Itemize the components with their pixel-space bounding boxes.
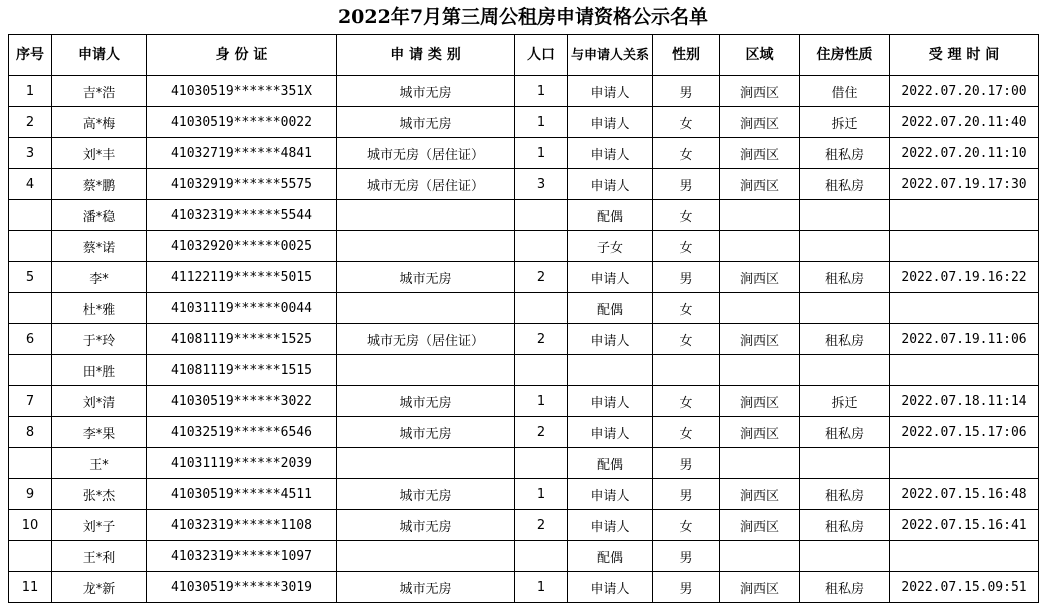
cell-applicant: 杜*雅 bbox=[52, 293, 147, 324]
cell-district: 涧西区 bbox=[720, 479, 800, 510]
cell-category bbox=[337, 231, 515, 262]
cell-housing: 租私房 bbox=[800, 417, 890, 448]
cell-gender: 女 bbox=[653, 138, 720, 169]
cell-seq: 7 bbox=[9, 386, 52, 417]
cell-seq: 2 bbox=[9, 107, 52, 138]
cell-people bbox=[515, 448, 568, 479]
cell-housing: 租私房 bbox=[800, 510, 890, 541]
cell-applicant: 张*杰 bbox=[52, 479, 147, 510]
cell-housing: 租私房 bbox=[800, 324, 890, 355]
cell-time: 2022.07.15.16:48 bbox=[890, 479, 1039, 510]
cell-applicant: 刘*清 bbox=[52, 386, 147, 417]
table-row bbox=[9, 572, 1039, 603]
cell-applicant: 潘*稳 bbox=[52, 200, 147, 231]
cell-district: 涧西区 bbox=[720, 417, 800, 448]
header-seq: 序号 bbox=[9, 35, 52, 76]
applicant-table bbox=[8, 34, 1039, 603]
cell-time: 2022.07.19.11:06 bbox=[890, 324, 1039, 355]
cell-seq bbox=[9, 448, 52, 479]
cell-gender: 女 bbox=[653, 200, 720, 231]
cell-category bbox=[337, 355, 515, 386]
cell-relation: 配偶 bbox=[568, 200, 653, 231]
cell-people: 1 bbox=[515, 572, 568, 603]
cell-housing: 借住 bbox=[800, 76, 890, 107]
cell-id-number: 41031119******0044 bbox=[147, 293, 337, 324]
cell-time: 2022.07.20.11:10 bbox=[890, 138, 1039, 169]
cell-gender: 男 bbox=[653, 169, 720, 200]
cell-time: 2022.07.15.16:41 bbox=[890, 510, 1039, 541]
cell-relation: 申请人 bbox=[568, 479, 653, 510]
cell-time bbox=[890, 355, 1039, 386]
table-row bbox=[9, 231, 1039, 262]
cell-seq bbox=[9, 355, 52, 386]
cell-seq: 3 bbox=[9, 138, 52, 169]
header-time: 受 理 时 间 bbox=[890, 35, 1039, 76]
table-row bbox=[9, 262, 1039, 293]
cell-applicant: 田*胜 bbox=[52, 355, 147, 386]
cell-gender: 女 bbox=[653, 231, 720, 262]
table-row bbox=[9, 355, 1039, 386]
cell-relation: 申请人 bbox=[568, 107, 653, 138]
cell-district: 涧西区 bbox=[720, 169, 800, 200]
cell-category: 城市无房（居住证） bbox=[337, 169, 515, 200]
cell-seq: 5 bbox=[9, 262, 52, 293]
cell-district bbox=[720, 231, 800, 262]
cell-relation bbox=[568, 355, 653, 386]
cell-district: 涧西区 bbox=[720, 107, 800, 138]
cell-time: 2022.07.20.11:40 bbox=[890, 107, 1039, 138]
table-row bbox=[9, 448, 1039, 479]
table-row bbox=[9, 510, 1039, 541]
cell-category: 城市无房 bbox=[337, 107, 515, 138]
cell-time bbox=[890, 293, 1039, 324]
cell-id-number: 41032319******1097 bbox=[147, 541, 337, 572]
cell-district bbox=[720, 448, 800, 479]
cell-gender: 男 bbox=[653, 572, 720, 603]
cell-time bbox=[890, 200, 1039, 231]
cell-relation: 申请人 bbox=[568, 386, 653, 417]
cell-people: 1 bbox=[515, 107, 568, 138]
cell-housing bbox=[800, 231, 890, 262]
table-header-row bbox=[9, 35, 1039, 76]
cell-relation: 配偶 bbox=[568, 293, 653, 324]
table-row bbox=[9, 324, 1039, 355]
cell-seq: 10 bbox=[9, 510, 52, 541]
cell-category bbox=[337, 200, 515, 231]
page-title: 2022年7月第三周公租房申请资格公示名单 bbox=[337, 6, 709, 28]
cell-housing: 租私房 bbox=[800, 479, 890, 510]
cell-seq: 8 bbox=[9, 417, 52, 448]
cell-category: 城市无房 bbox=[337, 417, 515, 448]
cell-applicant: 于*玲 bbox=[52, 324, 147, 355]
cell-relation: 申请人 bbox=[568, 572, 653, 603]
cell-seq: 9 bbox=[9, 479, 52, 510]
cell-gender: 男 bbox=[653, 448, 720, 479]
cell-housing bbox=[800, 448, 890, 479]
cell-time: 2022.07.19.16:22 bbox=[890, 262, 1039, 293]
cell-relation: 申请人 bbox=[568, 76, 653, 107]
cell-housing: 拆迁 bbox=[800, 386, 890, 417]
table-row bbox=[9, 200, 1039, 231]
cell-id-number: 41032319******5544 bbox=[147, 200, 337, 231]
cell-time: 2022.07.20.17:00 bbox=[890, 76, 1039, 107]
cell-time: 2022.07.18.11:14 bbox=[890, 386, 1039, 417]
header-district: 区域 bbox=[720, 35, 800, 76]
cell-applicant: 李* bbox=[52, 262, 147, 293]
cell-seq: 4 bbox=[9, 169, 52, 200]
cell-id-number: 41081119******1525 bbox=[147, 324, 337, 355]
table-row bbox=[9, 169, 1039, 200]
cell-category bbox=[337, 448, 515, 479]
table-row bbox=[9, 541, 1039, 572]
cell-people: 1 bbox=[515, 138, 568, 169]
cell-category: 城市无房 bbox=[337, 386, 515, 417]
cell-gender: 女 bbox=[653, 107, 720, 138]
table-row bbox=[9, 107, 1039, 138]
cell-district: 涧西区 bbox=[720, 262, 800, 293]
header-applicant: 申请人 bbox=[52, 35, 147, 76]
cell-relation: 申请人 bbox=[568, 138, 653, 169]
cell-id-number: 41030519******3019 bbox=[147, 572, 337, 603]
cell-people bbox=[515, 200, 568, 231]
cell-category: 城市无房（居住证） bbox=[337, 138, 515, 169]
cell-time: 2022.07.15.09:51 bbox=[890, 572, 1039, 603]
cell-people: 1 bbox=[515, 386, 568, 417]
cell-people: 2 bbox=[515, 324, 568, 355]
cell-time bbox=[890, 448, 1039, 479]
cell-id-number: 41122119******5015 bbox=[147, 262, 337, 293]
cell-gender: 男 bbox=[653, 76, 720, 107]
cell-id-number: 41081119******1515 bbox=[147, 355, 337, 386]
cell-gender: 女 bbox=[653, 324, 720, 355]
cell-people bbox=[515, 293, 568, 324]
cell-seq: 1 bbox=[9, 76, 52, 107]
cell-gender: 女 bbox=[653, 386, 720, 417]
header-category: 申 请 类 别 bbox=[337, 35, 515, 76]
cell-gender: 女 bbox=[653, 510, 720, 541]
cell-id-number: 41032719******4841 bbox=[147, 138, 337, 169]
cell-id-number: 41032920******0025 bbox=[147, 231, 337, 262]
table-row bbox=[9, 386, 1039, 417]
cell-applicant: 吉*浩 bbox=[52, 76, 147, 107]
cell-seq: 6 bbox=[9, 324, 52, 355]
cell-district bbox=[720, 355, 800, 386]
cell-id-number: 41030519******351X bbox=[147, 76, 337, 107]
cell-people: 3 bbox=[515, 169, 568, 200]
cell-seq bbox=[9, 200, 52, 231]
cell-id-number: 41032919******5575 bbox=[147, 169, 337, 200]
cell-applicant: 王*利 bbox=[52, 541, 147, 572]
cell-housing bbox=[800, 541, 890, 572]
cell-seq bbox=[9, 541, 52, 572]
cell-relation: 申请人 bbox=[568, 324, 653, 355]
cell-seq: 11 bbox=[9, 572, 52, 603]
cell-seq bbox=[9, 231, 52, 262]
table-row bbox=[9, 417, 1039, 448]
header-gender: 性别 bbox=[653, 35, 720, 76]
cell-gender: 男 bbox=[653, 541, 720, 572]
cell-district bbox=[720, 541, 800, 572]
cell-id-number: 41030519******3022 bbox=[147, 386, 337, 417]
table-row bbox=[9, 479, 1039, 510]
table-row bbox=[9, 138, 1039, 169]
cell-category bbox=[337, 293, 515, 324]
header-id: 身 份 证 bbox=[147, 35, 337, 76]
cell-housing bbox=[800, 293, 890, 324]
cell-district: 涧西区 bbox=[720, 76, 800, 107]
cell-housing bbox=[800, 200, 890, 231]
cell-applicant: 蔡*诺 bbox=[52, 231, 147, 262]
cell-relation: 子女 bbox=[568, 231, 653, 262]
cell-gender: 女 bbox=[653, 417, 720, 448]
table-row bbox=[9, 76, 1039, 107]
cell-relation: 配偶 bbox=[568, 448, 653, 479]
cell-applicant: 蔡*鹏 bbox=[52, 169, 147, 200]
cell-district: 涧西区 bbox=[720, 510, 800, 541]
cell-relation: 申请人 bbox=[568, 169, 653, 200]
cell-applicant: 高*梅 bbox=[52, 107, 147, 138]
cell-gender: 女 bbox=[653, 293, 720, 324]
cell-category: 城市无房（居住证） bbox=[337, 324, 515, 355]
cell-gender: 男 bbox=[653, 479, 720, 510]
cell-seq bbox=[9, 293, 52, 324]
cell-district: 涧西区 bbox=[720, 138, 800, 169]
cell-applicant: 王* bbox=[52, 448, 147, 479]
cell-time bbox=[890, 541, 1039, 572]
cell-applicant: 刘*子 bbox=[52, 510, 147, 541]
cell-people: 1 bbox=[515, 479, 568, 510]
cell-people bbox=[515, 541, 568, 572]
cell-district: 涧西区 bbox=[720, 572, 800, 603]
header-relation: 与申请人关系 bbox=[568, 35, 653, 76]
cell-housing: 租私房 bbox=[800, 169, 890, 200]
cell-relation: 申请人 bbox=[568, 510, 653, 541]
cell-district: 涧西区 bbox=[720, 386, 800, 417]
cell-people: 2 bbox=[515, 262, 568, 293]
cell-id-number: 41032319******1108 bbox=[147, 510, 337, 541]
cell-people: 1 bbox=[515, 76, 568, 107]
cell-housing bbox=[800, 355, 890, 386]
cell-district: 涧西区 bbox=[720, 324, 800, 355]
cell-applicant: 龙*新 bbox=[52, 572, 147, 603]
cell-id-number: 41030519******0022 bbox=[147, 107, 337, 138]
cell-category: 城市无房 bbox=[337, 76, 515, 107]
cell-district bbox=[720, 293, 800, 324]
cell-applicant: 刘*丰 bbox=[52, 138, 147, 169]
cell-people bbox=[515, 231, 568, 262]
table-row bbox=[9, 293, 1039, 324]
cell-relation: 配偶 bbox=[568, 541, 653, 572]
cell-time: 2022.07.15.17:06 bbox=[890, 417, 1039, 448]
cell-housing: 租私房 bbox=[800, 138, 890, 169]
cell-gender bbox=[653, 355, 720, 386]
cell-time: 2022.07.19.17:30 bbox=[890, 169, 1039, 200]
cell-time bbox=[890, 231, 1039, 262]
cell-id-number: 41031119******2039 bbox=[147, 448, 337, 479]
header-people: 人口 bbox=[515, 35, 568, 76]
cell-people: 2 bbox=[515, 417, 568, 448]
cell-housing: 租私房 bbox=[800, 572, 890, 603]
cell-applicant: 李*果 bbox=[52, 417, 147, 448]
cell-category: 城市无房 bbox=[337, 262, 515, 293]
cell-id-number: 41030519******4511 bbox=[147, 479, 337, 510]
cell-people: 2 bbox=[515, 510, 568, 541]
cell-category bbox=[337, 541, 515, 572]
cell-category: 城市无房 bbox=[337, 479, 515, 510]
cell-people bbox=[515, 355, 568, 386]
cell-category: 城市无房 bbox=[337, 572, 515, 603]
cell-relation: 申请人 bbox=[568, 262, 653, 293]
cell-gender: 男 bbox=[653, 262, 720, 293]
header-housing: 住房性质 bbox=[800, 35, 890, 76]
cell-housing: 租私房 bbox=[800, 262, 890, 293]
cell-district bbox=[720, 200, 800, 231]
cell-id-number: 41032519******6546 bbox=[147, 417, 337, 448]
cell-housing: 拆迁 bbox=[800, 107, 890, 138]
cell-relation: 申请人 bbox=[568, 417, 653, 448]
cell-category: 城市无房 bbox=[337, 510, 515, 541]
